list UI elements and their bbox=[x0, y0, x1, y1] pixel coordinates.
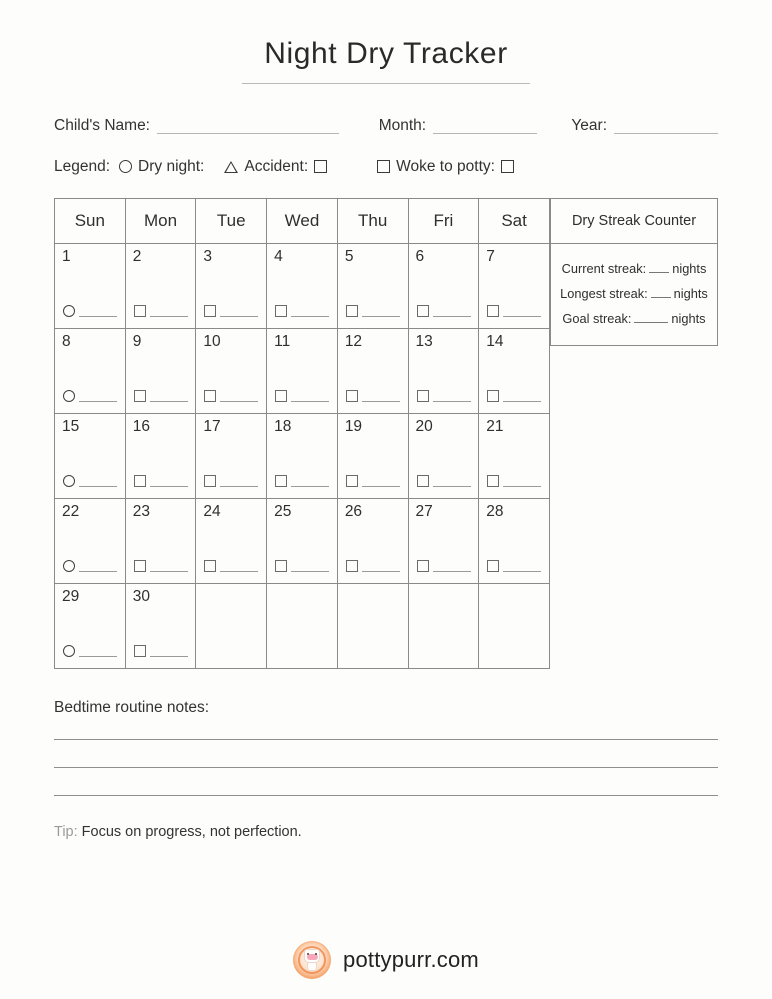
notes-line-2[interactable] bbox=[54, 767, 718, 768]
day-note-line[interactable] bbox=[291, 562, 329, 572]
day-number: 29 bbox=[62, 587, 80, 605]
day-checkbox[interactable] bbox=[275, 560, 287, 572]
month-field[interactable] bbox=[379, 118, 537, 134]
longest-streak-label: Longest streak: bbox=[560, 285, 648, 301]
day-entry bbox=[346, 305, 400, 317]
day-note-line[interactable] bbox=[150, 477, 188, 487]
day-note-line[interactable] bbox=[79, 477, 117, 487]
form-fields-row bbox=[54, 118, 718, 134]
day-number: 22 bbox=[62, 502, 80, 520]
day-entry bbox=[63, 645, 117, 657]
calendar-cell-day[interactable] bbox=[479, 498, 550, 583]
day-entry bbox=[346, 560, 400, 572]
day-note-line[interactable] bbox=[79, 392, 117, 402]
child-name-input[interactable] bbox=[157, 120, 339, 134]
day-note-line[interactable] bbox=[79, 562, 117, 572]
day-note-line[interactable] bbox=[362, 562, 400, 572]
day-note-line[interactable] bbox=[291, 477, 329, 487]
calendar-week-row bbox=[55, 413, 550, 498]
day-entry bbox=[63, 560, 117, 572]
weekday-header-mon: Mon bbox=[125, 198, 196, 243]
day-number: 27 bbox=[415, 502, 433, 520]
weekday-header-wed: Wed bbox=[267, 198, 338, 243]
day-checkbox[interactable] bbox=[487, 560, 499, 572]
day-entry bbox=[63, 390, 117, 402]
calendar-cell-empty bbox=[196, 583, 267, 668]
day-entry bbox=[204, 560, 258, 572]
day-entry bbox=[275, 560, 329, 572]
child-name-label: Child's Name: bbox=[54, 117, 150, 134]
day-checkbox[interactable] bbox=[346, 560, 358, 572]
notes-label: Bedtime routine notes: bbox=[54, 698, 210, 716]
goal-streak-label: Goal streak: bbox=[562, 310, 632, 326]
day-checkbox[interactable] bbox=[204, 305, 216, 317]
day-number: 14 bbox=[486, 332, 504, 350]
day-checkbox[interactable] bbox=[134, 305, 146, 317]
day-checkbox[interactable] bbox=[487, 390, 499, 402]
current-streak-unit: nights bbox=[672, 260, 707, 276]
page-title: Night Dry Tracker bbox=[264, 37, 508, 70]
calendar-region bbox=[54, 198, 718, 669]
legend-row bbox=[54, 158, 718, 176]
tip-text: Focus on progress, not perfection. bbox=[81, 823, 302, 840]
calendar-cell-day[interactable] bbox=[337, 413, 408, 498]
day-checkbox[interactable] bbox=[346, 390, 358, 402]
legend-label: Legend: bbox=[54, 157, 111, 175]
dry-night-circle-icon[interactable] bbox=[63, 475, 75, 487]
day-number: 8 bbox=[62, 332, 71, 350]
day-number: 6 bbox=[415, 247, 425, 265]
day-number: 7 bbox=[486, 247, 495, 265]
day-checkbox[interactable] bbox=[417, 305, 429, 317]
day-number: 15 bbox=[62, 417, 80, 435]
day-number: 21 bbox=[486, 417, 504, 435]
day-checkbox[interactable] bbox=[346, 305, 358, 317]
calendar-cell-empty bbox=[267, 583, 338, 668]
weekday-header-sun: Sun bbox=[55, 198, 126, 243]
day-note-line[interactable] bbox=[362, 307, 400, 317]
day-checkbox[interactable] bbox=[487, 475, 499, 487]
calendar-cell-day[interactable] bbox=[267, 243, 338, 328]
day-note-line[interactable] bbox=[503, 307, 541, 317]
day-entry bbox=[346, 390, 400, 402]
day-number: 19 bbox=[344, 417, 363, 435]
day-number: 9 bbox=[132, 332, 142, 350]
calendar-cell-day[interactable] bbox=[196, 328, 267, 413]
longest-streak-input[interactable] bbox=[651, 286, 671, 298]
calendar-cell-empty bbox=[408, 583, 479, 668]
legend-item-dry-night bbox=[119, 158, 210, 176]
month-label: Month: bbox=[378, 117, 427, 134]
day-note-line[interactable] bbox=[220, 562, 258, 572]
day-entry bbox=[275, 305, 329, 317]
day-checkbox[interactable] bbox=[275, 475, 287, 487]
calendar-cell-empty bbox=[337, 583, 408, 668]
logo-eye-left bbox=[307, 953, 309, 955]
goal-streak-input[interactable] bbox=[634, 311, 668, 323]
day-note-line[interactable] bbox=[433, 307, 471, 317]
title-block bbox=[54, 0, 718, 84]
calendar-cell-day[interactable] bbox=[267, 413, 338, 498]
day-note-line[interactable] bbox=[433, 477, 471, 487]
calendar-week-row bbox=[55, 583, 550, 668]
footer bbox=[0, 941, 772, 979]
calendar-cell-empty bbox=[479, 583, 550, 668]
day-entry bbox=[417, 390, 471, 402]
calendar-cell-day[interactable] bbox=[337, 498, 408, 583]
day-entry bbox=[204, 305, 258, 317]
longest-streak-unit: nights bbox=[673, 285, 708, 301]
goal-streak-row bbox=[551, 306, 717, 331]
calendar-cell-day[interactable] bbox=[267, 328, 338, 413]
day-note-line[interactable] bbox=[503, 392, 541, 402]
day-number: 1 bbox=[62, 247, 71, 265]
year-label: Year: bbox=[571, 117, 607, 134]
streak-counter-title: Dry Streak Counter bbox=[551, 199, 717, 244]
legend-accident-checkbox[interactable] bbox=[314, 160, 327, 173]
calendar-week-row bbox=[55, 498, 550, 583]
day-number: 12 bbox=[344, 332, 363, 350]
day-entry bbox=[487, 560, 541, 572]
dry-night-circle-icon[interactable] bbox=[63, 390, 75, 402]
day-note-line[interactable] bbox=[503, 562, 541, 572]
calendar-cell-day[interactable] bbox=[408, 328, 479, 413]
calendar-cell-day[interactable] bbox=[125, 243, 196, 328]
day-entry bbox=[417, 560, 471, 572]
day-number: 28 bbox=[486, 502, 504, 520]
day-checkbox[interactable] bbox=[134, 475, 146, 487]
tip-row bbox=[54, 824, 718, 840]
day-note-line[interactable] bbox=[150, 307, 188, 317]
calendar-cell-day[interactable] bbox=[479, 413, 550, 498]
notes-line-1[interactable] bbox=[54, 739, 718, 740]
day-note-line[interactable] bbox=[291, 307, 329, 317]
calendar-cell-day[interactable] bbox=[337, 328, 408, 413]
day-note-line[interactable] bbox=[433, 392, 471, 402]
logo-face bbox=[307, 954, 318, 960]
day-entry bbox=[204, 475, 258, 487]
day-entry bbox=[134, 305, 188, 317]
day-note-line[interactable] bbox=[79, 307, 117, 317]
brand-name: pottypurr.com bbox=[343, 947, 479, 972]
weekday-header-thu: Thu bbox=[337, 198, 408, 243]
calendar-cell-day[interactable] bbox=[267, 498, 338, 583]
calendar-cell-day[interactable] bbox=[125, 413, 196, 498]
calendar-cell-day[interactable] bbox=[55, 328, 126, 413]
day-entry bbox=[487, 475, 541, 487]
day-note-line[interactable] bbox=[433, 562, 471, 572]
calendar-cell-day[interactable] bbox=[337, 243, 408, 328]
logo-eye-right bbox=[315, 953, 317, 955]
day-number: 2 bbox=[132, 247, 142, 265]
calendar-cell-day[interactable] bbox=[479, 328, 550, 413]
day-entry bbox=[417, 475, 471, 487]
calendar-cell-day[interactable] bbox=[125, 583, 196, 668]
day-checkbox[interactable] bbox=[346, 475, 358, 487]
day-entry bbox=[134, 475, 188, 487]
calendar-cell-day[interactable] bbox=[125, 328, 196, 413]
circle-icon bbox=[119, 160, 132, 173]
logo-toilet-base bbox=[307, 962, 317, 971]
day-checkbox[interactable] bbox=[417, 475, 429, 487]
day-note-line[interactable] bbox=[362, 392, 400, 402]
day-entry bbox=[346, 475, 400, 487]
day-note-line[interactable] bbox=[79, 647, 117, 657]
day-checkbox[interactable] bbox=[417, 560, 429, 572]
day-number: 4 bbox=[274, 247, 283, 265]
day-number: 5 bbox=[344, 247, 354, 265]
day-note-line[interactable] bbox=[220, 307, 258, 317]
calendar-cell-day[interactable] bbox=[55, 243, 126, 328]
day-number: 10 bbox=[203, 332, 221, 350]
day-checkbox[interactable] bbox=[275, 390, 287, 402]
dry-night-circle-icon[interactable] bbox=[63, 305, 75, 317]
calendar-cell-day[interactable] bbox=[125, 498, 196, 583]
legend-woke-to-potty-label: Woke to potty: bbox=[396, 157, 495, 175]
child-name-field[interactable] bbox=[54, 118, 339, 134]
calendar-week-row bbox=[55, 243, 550, 328]
goal-streak-unit: nights bbox=[671, 310, 706, 326]
day-entry bbox=[275, 475, 329, 487]
day-number: 17 bbox=[203, 417, 221, 435]
dry-streak-counter-panel bbox=[550, 198, 718, 346]
day-number: 20 bbox=[415, 417, 433, 435]
calendar-cell-day[interactable] bbox=[408, 498, 479, 583]
legend-accident-label: Accident: bbox=[244, 157, 309, 175]
triangle-icon bbox=[224, 161, 238, 173]
current-streak-label: Current streak: bbox=[561, 260, 647, 276]
day-number: 16 bbox=[132, 417, 150, 435]
day-note-line[interactable] bbox=[220, 477, 258, 487]
day-number: 24 bbox=[203, 502, 221, 520]
calendar-cell-day[interactable] bbox=[196, 498, 267, 583]
day-entry bbox=[204, 390, 258, 402]
day-entry bbox=[487, 390, 541, 402]
year-field[interactable] bbox=[571, 118, 718, 134]
weekday-header-tue: Tue bbox=[196, 198, 267, 243]
day-number: 3 bbox=[203, 247, 213, 265]
day-note-line[interactable] bbox=[503, 477, 541, 487]
current-streak-row bbox=[551, 256, 717, 281]
day-checkbox[interactable] bbox=[134, 560, 146, 572]
day-checkbox[interactable] bbox=[417, 390, 429, 402]
day-entry bbox=[63, 475, 117, 487]
day-number: 23 bbox=[132, 502, 150, 520]
calendar-cell-day[interactable] bbox=[55, 413, 126, 498]
day-note-line[interactable] bbox=[150, 562, 188, 572]
day-entry bbox=[134, 645, 188, 657]
calendar-cell-day[interactable] bbox=[196, 243, 267, 328]
calendar-week-row bbox=[55, 328, 550, 413]
day-entry bbox=[134, 560, 188, 572]
day-note-line[interactable] bbox=[291, 392, 329, 402]
title-underline bbox=[242, 83, 530, 84]
calendar-cell-day[interactable] bbox=[408, 413, 479, 498]
day-note-line[interactable] bbox=[150, 392, 188, 402]
legend-item-woke-to-potty bbox=[377, 158, 514, 176]
day-checkbox[interactable] bbox=[134, 645, 146, 657]
legend-item-accident bbox=[224, 158, 327, 176]
calendar-grid bbox=[54, 198, 550, 669]
day-checkbox[interactable] bbox=[204, 475, 216, 487]
day-checkbox[interactable] bbox=[134, 390, 146, 402]
legend-woke-to-potty-checkbox[interactable] bbox=[501, 160, 514, 173]
weekday-header-fri: Fri bbox=[408, 198, 479, 243]
day-checkbox[interactable] bbox=[487, 305, 499, 317]
calendar-header-row bbox=[55, 198, 550, 243]
tip-label: Tip: bbox=[54, 823, 78, 840]
calendar-body bbox=[55, 243, 550, 668]
day-entry bbox=[417, 305, 471, 317]
day-entry bbox=[134, 390, 188, 402]
calendar-cell-day[interactable] bbox=[55, 498, 126, 583]
day-checkbox[interactable] bbox=[204, 390, 216, 402]
calendar-cell-day[interactable] bbox=[479, 243, 550, 328]
streak-counter-rows bbox=[551, 244, 717, 345]
calendar-cell-day[interactable] bbox=[196, 413, 267, 498]
legend-dry-night-label: Dry night: bbox=[138, 157, 205, 175]
day-note-line[interactable] bbox=[220, 392, 258, 402]
pottypurr-logo-icon bbox=[293, 941, 331, 979]
calendar-cell-day[interactable] bbox=[408, 243, 479, 328]
day-number: 13 bbox=[415, 332, 433, 350]
longest-streak-row bbox=[551, 281, 717, 306]
dry-night-circle-icon[interactable] bbox=[63, 560, 75, 572]
day-note-line[interactable] bbox=[150, 647, 188, 657]
month-input[interactable] bbox=[433, 120, 537, 134]
current-streak-input[interactable] bbox=[649, 261, 669, 273]
year-input[interactable] bbox=[614, 120, 718, 134]
notes-line-3[interactable] bbox=[54, 795, 718, 796]
day-note-line[interactable] bbox=[362, 477, 400, 487]
day-entry bbox=[487, 305, 541, 317]
day-number: 18 bbox=[274, 417, 292, 435]
day-entry bbox=[63, 305, 117, 317]
day-number: 26 bbox=[344, 502, 363, 520]
day-entry bbox=[275, 390, 329, 402]
square-icon bbox=[377, 160, 390, 173]
dry-night-circle-icon[interactable] bbox=[63, 645, 75, 657]
day-number: 11 bbox=[274, 332, 291, 350]
day-number: 25 bbox=[274, 502, 292, 520]
day-number: 30 bbox=[132, 587, 150, 605]
day-checkbox[interactable] bbox=[275, 305, 287, 317]
weekday-header-sat: Sat bbox=[479, 198, 550, 243]
calendar-cell-day[interactable] bbox=[55, 583, 126, 668]
day-checkbox[interactable] bbox=[204, 560, 216, 572]
